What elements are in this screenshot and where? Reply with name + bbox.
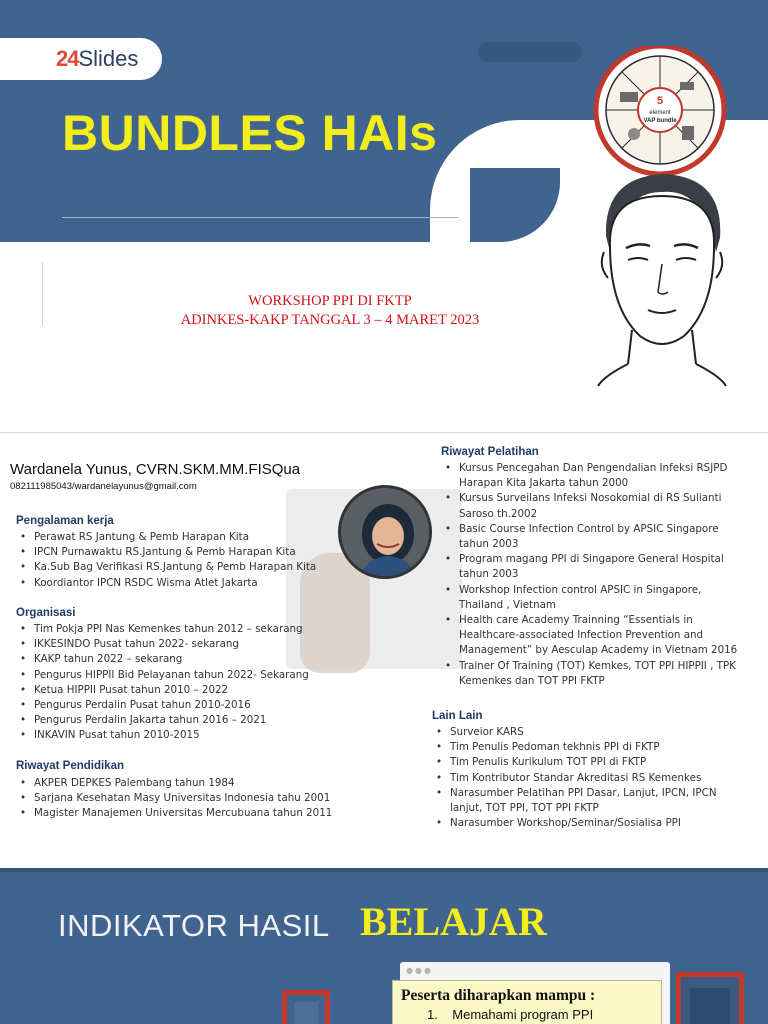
list-item: • Workshop Infection control APSIC in Singapore, Thailand , Vietnam (441, 583, 741, 613)
workshop-caption (120, 292, 540, 330)
section-heading-pelatihan: Riwayat Pelatihan (441, 446, 539, 458)
objective-text: Memahami program PPI (452, 1007, 594, 1022)
list-item: • Kursus Surveilans Infeksi Nosokomial di RS Sulianti Saroso th.2002 (441, 491, 741, 521)
objective-number: 1. (427, 1007, 438, 1022)
list-item: • Tim Kontributor Standar Akreditasi RS Kemenkes (432, 771, 728, 786)
band-lower-edge (0, 242, 560, 272)
list-item: • Kursus Pencegahan Dan Pengendalian Infeksi RSJPD Harapan Kita Jakarta tahun 2000 (441, 461, 741, 491)
section-heading-pengalaman: Pengalaman kerja (16, 515, 114, 527)
svg-text:element: element (649, 110, 671, 116)
list-pelatihan (441, 461, 741, 689)
list-item: • Health care Academy Trainning “Essentials in Healthcare-associated Infection Prevention and Management” by Aesculap Academy in Vietnam 2016 (441, 613, 741, 659)
section-heading-lain-lain: Lain Lain (432, 710, 483, 722)
bottle-icon (682, 126, 694, 140)
list-item: • Koordiantor IPCN RSDC Wisma Atlet Jakarta (16, 576, 316, 591)
decorative-frame-fill (294, 1002, 318, 1024)
list-item: • Program magang PPI di Singapore General Hospital tahun 2003 (441, 552, 741, 582)
list-item: • Tim Pokja PPI Nas Kemenkes tahun 2012 – sekarang (16, 622, 309, 637)
title-divider (62, 217, 458, 218)
tube-icon (680, 82, 694, 90)
workshop-line-1: WORKSHOP PPI DI FKTP (248, 293, 412, 309)
lung-icon (628, 128, 640, 140)
left-divider-line (42, 262, 43, 326)
svg-text:5: 5 (656, 95, 664, 107)
decorative-shape (478, 42, 582, 62)
speaker-profile-slide (0, 432, 768, 868)
svg-text:VAP bundle: VAP bundle (643, 118, 677, 124)
list-item: • Sarjana Kesehatan Masy Universitas Indonesia tahu 2001 (16, 791, 332, 806)
list-item: • INKAVIN Pusat tahun 2010-2015 (16, 728, 309, 743)
window-dots-icon: ●●● (406, 966, 433, 975)
list-item: • Ketua HIPPII Pusat tahun 2010 – 2022 (16, 683, 309, 698)
speaker-name: Wardanela Yunus, CVRN.SKM.MM.FISQua (10, 461, 301, 478)
objective-item (427, 1007, 593, 1022)
brand-logo-word: Slides (78, 46, 139, 71)
top-stripe (0, 868, 768, 872)
list-pendidikan (16, 776, 332, 822)
list-item: • Basic Course Infection Control by APSIC Singapore tahun 2003 (441, 522, 741, 552)
objectives-card (392, 980, 662, 1024)
speaker-photo (338, 485, 432, 579)
list-item: • Narasumber Pelatihan PPI Dasar, Lanjut, IPCN, IPCN lanjut, TOT PPI, TOT PPI FKTP (432, 786, 728, 816)
section-heading-pendidikan: Riwayat Pendidikan (16, 760, 125, 772)
list-item: • Magister Manajemen Universitas Mercubuana tahun 2011 (16, 806, 332, 821)
list-item: • AKPER DEPKES Palembang tahun 1984 (16, 776, 332, 791)
list-lain-lain (432, 725, 728, 831)
list-item: • Surveior KARS (432, 725, 728, 740)
section-heading-organisasi: Organisasi (16, 607, 76, 619)
list-item: • Pengurus Perdalin Jakarta tahun 2016 – 2021 (16, 713, 309, 728)
speaker-contact: 082111985043/wardanelayunus@gmail.com (10, 481, 197, 492)
shoulders (598, 364, 726, 386)
list-item: • Perawat RS Jantung & Pemb Harapan Kita (16, 530, 316, 545)
list-pengalaman (16, 530, 316, 591)
objectives-card-title: Peserta diharapkan mampu : (401, 987, 596, 1004)
list-item: • KAKP tahun 2022 – sekarang (16, 652, 309, 667)
thinking-head-illustration (584, 46, 744, 396)
list-item: • IPCN Purnawaktu RS.Jantung & Pemb Harapan Kita (16, 545, 316, 560)
title-slide (0, 0, 768, 432)
workshop-line-2: ADINKES-KAKP TANGGAL 3 – 4 MARET 2023 (180, 312, 480, 328)
face (610, 196, 714, 344)
slide-title: BUNDLES HAIs (62, 105, 438, 161)
list-organisasi (16, 622, 309, 744)
list-item: • IKKESINDO Pusat tahun 2022- sekarang (16, 637, 309, 652)
list-item: • Narasumber Workshop/Seminar/Sosialisa PPI (432, 816, 728, 831)
slide-title-part-2: BELAJAR (360, 899, 547, 944)
learning-outcomes-slide (0, 868, 768, 1024)
list-item: • Tim Penulis Pedoman tekhnis PPI di FKTP (432, 740, 728, 755)
list-item: • Pengurus Perdalin Pusat tahun 2010-2016 (16, 698, 309, 713)
list-item: • Pengurus HIPPII Bid Pelayanan tahun 2022- Sekarang (16, 668, 309, 683)
brand-logo-text (56, 46, 138, 72)
list-item: • Tim Penulis Kurikulum TOT PPI di FKTP (432, 755, 728, 770)
brand-logo-number: 24 (56, 46, 79, 71)
slide-title-part-1: INDIKATOR HASIL (58, 908, 330, 943)
list-item: • Trainer Of Training (TOT) Kemkes, TOT PPI HIPPII , TPK Kemenkes dan TOT PPI FKTP (441, 659, 741, 689)
brand-logo (0, 38, 162, 80)
bed-icon (620, 92, 638, 102)
list-item: • Ka.Sub Bag Verifikasi RS.Jantung & Pemb Harapan Kita (16, 560, 316, 575)
decorative-square-fill (690, 988, 730, 1024)
